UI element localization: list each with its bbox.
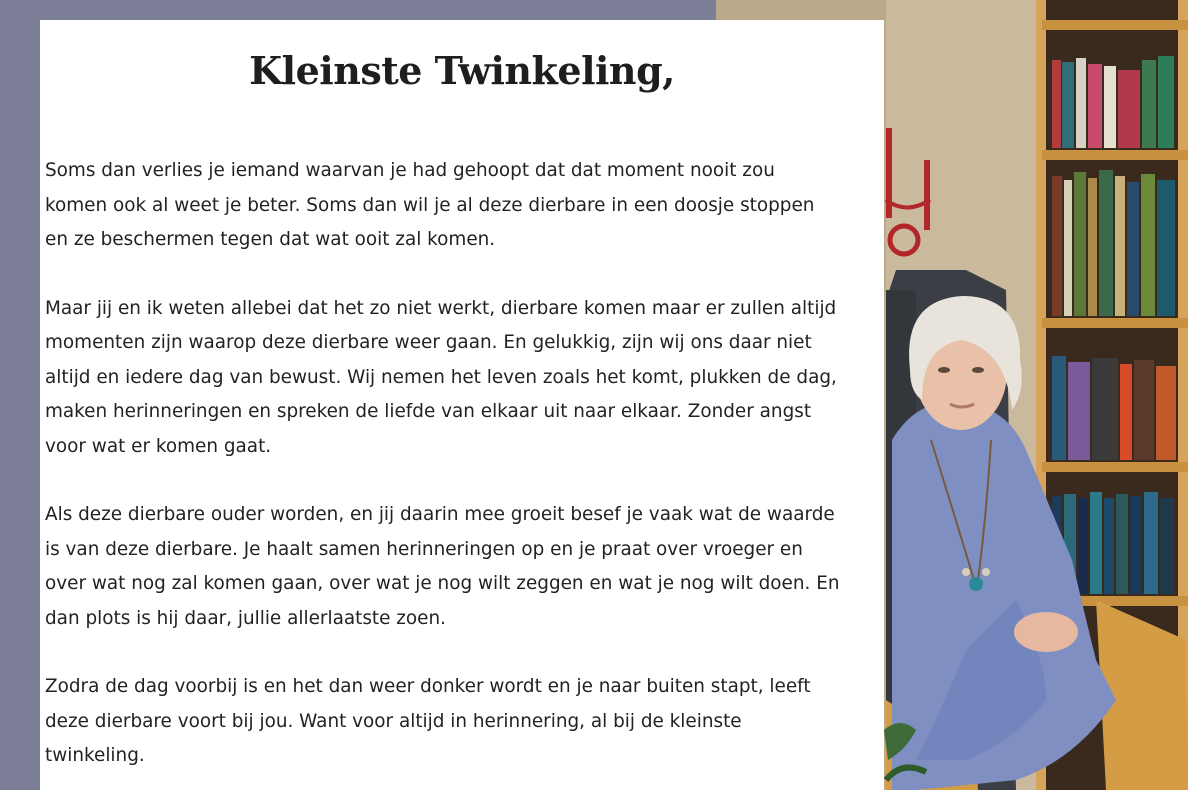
letter-card xyxy=(40,20,884,790)
paragraph-2: Maar jij en ik weten allebei dat het zo niet werkt, dierbare komen maar er zullen altijd momenten zijn waarop deze dierbare weer gaan. En gelukkig, zijn wij ons daar niet altijd en iedere dag van bewust. Wij nemen het leven zoals het komt, plukken de dag, maken herinneringen en spreken de liefde van elkaar uit naar elkaar. Zonder angst voor wat er komen gaat. xyxy=(45,297,837,457)
hands xyxy=(1014,612,1078,652)
paragraph-3: Als deze dierbare ouder worden, en jij daarin mee groeit besef je vaak wat de waarde is van deze dierbare. Je haalt samen herinneringen op en je praat over vroeger en over wat nog zal komen gaan, over wat je nog wilt zeggen en wat je nog wilt doen. En dan plots is hij daar, jullie allerlaatste zoen. xyxy=(45,504,840,629)
letter-title: Kleinste Twinkeling, xyxy=(249,48,675,93)
paragraph-4: Zodra de dag voorbij is en het dan weer donker wordt en je naar buiten stapt, leeft deze dierbare voort bij jou. Want voor altijd in herinnering, al bij de kleinste twinkeling. xyxy=(45,676,811,766)
paragraph-1: Soms dan verlies je iemand waarvan je had gehoopt dat dat moment nooit zou komen ook al weet je beter. Soms dan wil je al deze dierbare in een doosje stoppen en ze beschermen tegen dat wat ooit zal komen. xyxy=(45,160,815,250)
letter-body xyxy=(45,154,884,790)
